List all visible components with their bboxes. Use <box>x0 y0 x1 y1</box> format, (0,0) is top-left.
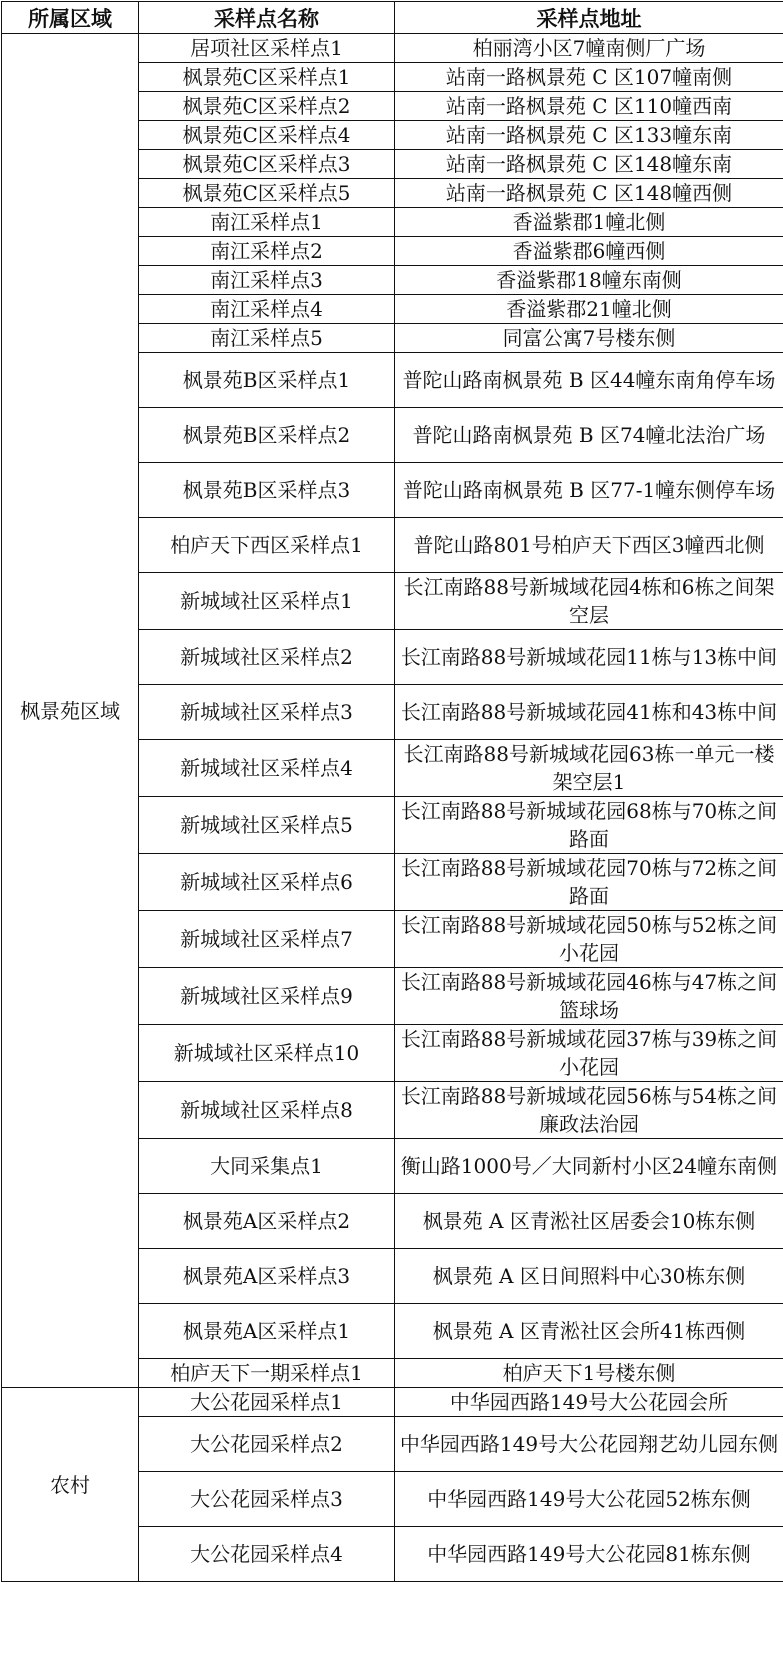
point-name-cell: 新城域社区采样点9 <box>139 968 395 1025</box>
point-address-cell: 长江南路88号新城域花园50栋与52栋之间小花园 <box>395 911 783 968</box>
point-name-cell: 居项社区采样点1 <box>139 34 395 63</box>
point-address-cell: 站南一路枫景苑 C 区148幢西侧 <box>395 179 783 208</box>
point-address-cell: 长江南路88号新城域花园68栋与70栋之间路面 <box>395 797 783 854</box>
point-address-cell: 衡山路1000号／大同新村小区24幢东南侧 <box>395 1139 783 1194</box>
point-address-cell: 站南一路枫景苑 C 区110幢西南 <box>395 92 783 121</box>
table-row <box>2 34 783 63</box>
point-name-cell: 枫景苑C区采样点4 <box>139 121 395 150</box>
header-point-name: 采样点名称 <box>139 2 395 34</box>
point-name-cell: 枫景苑C区采样点5 <box>139 179 395 208</box>
point-address-cell: 枫景苑 A 区青淞社区居委会10栋东侧 <box>395 1194 783 1249</box>
point-name-cell: 枫景苑B区采样点1 <box>139 353 395 408</box>
point-name-cell: 新城域社区采样点3 <box>139 685 395 740</box>
point-address-cell: 普陀山路南枫景苑 B 区77-1幢东侧停车场 <box>395 463 783 518</box>
point-name-cell: 枫景苑B区采样点2 <box>139 408 395 463</box>
point-address-cell: 长江南路88号新城域花园63栋一单元一楼架空层1 <box>395 740 783 797</box>
point-name-cell: 枫景苑A区采样点3 <box>139 1249 395 1304</box>
point-name-cell: 枫景苑A区采样点2 <box>139 1194 395 1249</box>
point-address-cell: 长江南路88号新城域花园70栋与72栋之间路面 <box>395 854 783 911</box>
header-point-address: 采样点地址 <box>395 2 783 34</box>
point-name-cell: 枫景苑C区采样点3 <box>139 150 395 179</box>
point-address-cell: 站南一路枫景苑 C 区107幢南侧 <box>395 63 783 92</box>
point-name-cell: 柏庐天下一期采样点1 <box>139 1359 395 1388</box>
point-name-cell: 新城域社区采样点1 <box>139 573 395 630</box>
point-name-cell: 新城域社区采样点5 <box>139 797 395 854</box>
point-address-cell: 长江南路88号新城域花园37栋与39栋之间小花园 <box>395 1025 783 1082</box>
point-address-cell: 枫景苑 A 区青淞社区会所41栋西侧 <box>395 1304 783 1359</box>
header-row <box>2 2 783 34</box>
table-row <box>2 1388 783 1417</box>
point-address-cell: 普陀山路南枫景苑 B 区44幢东南角停车场 <box>395 353 783 408</box>
point-name-cell: 新城域社区采样点6 <box>139 854 395 911</box>
point-name-cell: 枫景苑C区采样点1 <box>139 63 395 92</box>
table-body <box>2 34 783 1582</box>
point-address-cell: 长江南路88号新城域花园4栋和6栋之间架空层 <box>395 573 783 630</box>
point-address-cell: 柏丽湾小区7幢南侧厂广场 <box>395 34 783 63</box>
point-address-cell: 普陀山路801号柏庐天下西区3幢西北侧 <box>395 518 783 573</box>
point-name-cell: 枫景苑C区采样点2 <box>139 92 395 121</box>
point-address-cell: 香溢紫郡21幢北侧 <box>395 295 783 324</box>
point-name-cell: 南江采样点3 <box>139 266 395 295</box>
point-name-cell: 新城域社区采样点7 <box>139 911 395 968</box>
point-name-cell: 新城域社区采样点10 <box>139 1025 395 1082</box>
point-name-cell: 大同采集点1 <box>139 1139 395 1194</box>
point-address-cell: 长江南路88号新城域花园41栋和43栋中间 <box>395 685 783 740</box>
point-address-cell: 长江南路88号新城域花园11栋与13栋中间 <box>395 630 783 685</box>
point-name-cell: 枫景苑B区采样点3 <box>139 463 395 518</box>
point-address-cell: 枫景苑 A 区日间照料中心30栋东侧 <box>395 1249 783 1304</box>
point-address-cell: 中华园西路149号大公花园翔艺幼儿园东侧 <box>395 1417 783 1472</box>
point-address-cell: 长江南路88号新城域花园46栋与47栋之间篮球场 <box>395 968 783 1025</box>
point-name-cell: 大公花园采样点2 <box>139 1417 395 1472</box>
point-name-cell: 新城域社区采样点2 <box>139 630 395 685</box>
point-name-cell: 新城域社区采样点8 <box>139 1082 395 1139</box>
point-address-cell: 中华园西路149号大公花园81栋东侧 <box>395 1527 783 1582</box>
point-name-cell: 南江采样点1 <box>139 208 395 237</box>
point-address-cell: 中华园西路149号大公花园会所 <box>395 1388 783 1417</box>
point-address-cell: 站南一路枫景苑 C 区148幢东南 <box>395 150 783 179</box>
point-address-cell: 香溢紫郡1幢北侧 <box>395 208 783 237</box>
point-name-cell: 枫景苑A区采样点1 <box>139 1304 395 1359</box>
region-cell: 农村 <box>2 1388 139 1582</box>
region-cell: 枫景苑区域 <box>2 34 139 1388</box>
point-name-cell: 南江采样点2 <box>139 237 395 266</box>
point-name-cell: 大公花园采样点3 <box>139 1472 395 1527</box>
point-name-cell: 南江采样点5 <box>139 324 395 353</box>
sampling-points-table <box>1 1 783 1582</box>
point-address-cell: 长江南路88号新城域花园56栋与54栋之间廉政法治园 <box>395 1082 783 1139</box>
point-address-cell: 普陀山路南枫景苑 B 区74幢北法治广场 <box>395 408 783 463</box>
point-name-cell: 大公花园采样点4 <box>139 1527 395 1582</box>
header-region: 所属区域 <box>2 2 139 34</box>
point-name-cell: 新城域社区采样点4 <box>139 740 395 797</box>
point-address-cell: 香溢紫郡6幢西侧 <box>395 237 783 266</box>
point-address-cell: 柏庐天下1号楼东侧 <box>395 1359 783 1388</box>
point-name-cell: 柏庐天下西区采样点1 <box>139 518 395 573</box>
point-address-cell: 同富公寓7号楼东侧 <box>395 324 783 353</box>
point-address-cell: 中华园西路149号大公花园52栋东侧 <box>395 1472 783 1527</box>
point-name-cell: 大公花园采样点1 <box>139 1388 395 1417</box>
point-address-cell: 站南一路枫景苑 C 区133幢东南 <box>395 121 783 150</box>
point-address-cell: 香溢紫郡18幢东南侧 <box>395 266 783 295</box>
point-name-cell: 南江采样点4 <box>139 295 395 324</box>
